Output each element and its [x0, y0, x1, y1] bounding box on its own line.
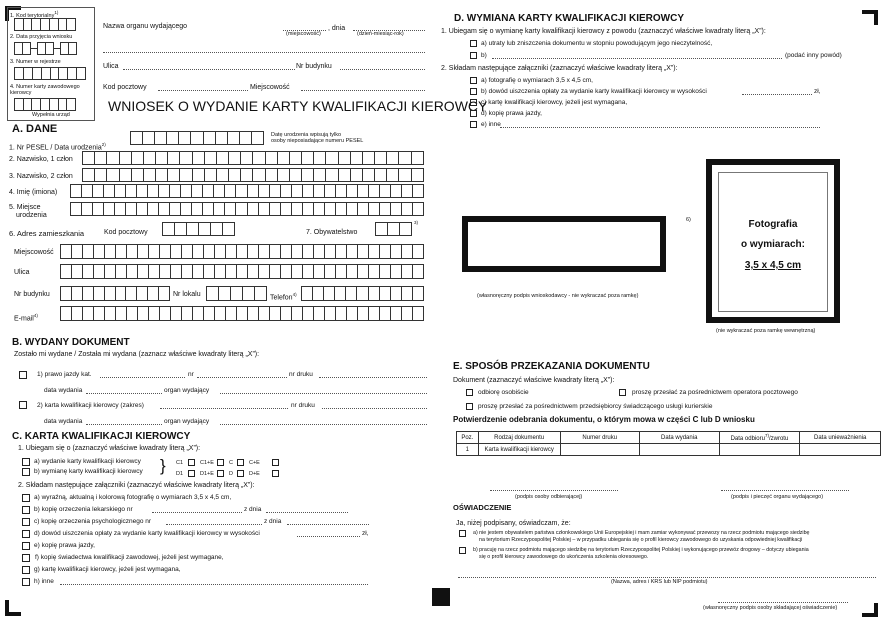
category-de-label: D+E — [249, 471, 260, 477]
attachment-c-f-label: f) kopię świadectwa kwalifikacji zawodowej, jeżeli jest wymagane, — [35, 554, 224, 561]
category-c1e-checkbox[interactable] — [217, 459, 224, 466]
attachment-d-e-checkbox[interactable] — [470, 121, 477, 128]
entity-details-caption: (Nazwa, adres i KRS lub NIP podmiotu) — [611, 579, 708, 585]
date-word: , dnia — [328, 25, 346, 32]
declaration-b-line1: b) pracuję na rzecz podmiotu mającego siedzibę na terytorium Rzeczypospolitej Polskiej i wykonującego przewóz drogowy – dotyczy ubiegania — [473, 547, 809, 553]
section-b-intro: Zostało mi wydane / Została mi wydana (zaznacz właściwe kwadraty literą „X”): — [14, 351, 260, 358]
residence-city-label: Miejscowość — [14, 249, 54, 256]
card-issue-date-field[interactable] — [86, 424, 162, 425]
birthplace-label-1: 5. Miejsce — [9, 204, 41, 211]
section-e-intro: Dokument (zaznaczyć właściwe kwadraty literą „X”): — [453, 377, 615, 384]
authority-postal-label: Kod pocztowy — [103, 84, 147, 91]
photo-label-1: Fotografia — [748, 219, 798, 230]
attachment-d-d-checkbox[interactable] — [470, 110, 477, 117]
office-use-box — [7, 7, 95, 121]
submission-date-month[interactable] — [37, 42, 54, 55]
residence-flat-input[interactable] — [206, 286, 267, 301]
issue-card-label: a) wydanie karty kwalifikacji kierowcy — [34, 458, 141, 465]
brace-icon: } — [160, 456, 166, 475]
section-c-title: C. KARTA KWALIFIKACJI KIEROWCY — [12, 431, 191, 442]
issue-card-checkbox[interactable] — [22, 458, 30, 466]
col-issue-date: Data wydania — [639, 432, 719, 444]
category-d-label: D — [229, 471, 233, 477]
territorial-code-label: 1. Kod terytorialny$^{1)}$ — [10, 10, 59, 19]
exchange-reason-b-checkbox[interactable] — [470, 52, 477, 59]
category-de-checkbox[interactable] — [272, 470, 279, 477]
register-number-input[interactable] — [14, 67, 86, 80]
surname2-label: 3. Nazwisko, 2 człon — [9, 173, 73, 180]
pesel-note-line2: osoby nieposiadające numeru PESEL — [271, 138, 364, 144]
section-d-title: D. WYMIANA KARTY KWALIFIKACJI KIEROWCY — [454, 13, 684, 24]
psych-cert-nr-field[interactable] — [166, 524, 262, 525]
category-d1e-label: D1+E — [200, 471, 214, 477]
attachment-c-h-checkbox[interactable] — [22, 578, 30, 586]
other-attachment-c-field[interactable] — [60, 584, 368, 585]
declaration-intro: Ja, niżej podpisany, oświadczam, że: — [456, 520, 571, 527]
section-c-q2: 2. Składam następujące załączniki (zaznaczyć właściwe kwadraty literą „X”): — [18, 482, 255, 489]
delivery-personal-checkbox[interactable] — [466, 389, 473, 396]
attachment-d-c-label: c) kartę kwalifikacji kierowcy, jeżeli jest wymagana, — [481, 99, 628, 106]
authority-street-label: Ulica — [103, 63, 119, 70]
signature-caption: (własnoręczny podpis wnioskodawcy - nie wykraczać poza ramkę) — [477, 293, 639, 299]
print-number-cell[interactable] — [560, 444, 639, 456]
receipt-table-header — [457, 432, 881, 444]
photo-frame[interactable] — [706, 159, 840, 323]
col-cancel-date: Data unieważnienia — [800, 432, 881, 444]
submission-date-day[interactable] — [14, 42, 31, 55]
attachment-d-b-label: b) dowód uiszczenia opłaty za wydanie karty kwalifikacji kierowcy w wysokości — [481, 88, 707, 95]
exchange-reason-b-label: b) — [481, 52, 487, 59]
medical-cert-date-label: z dnia — [244, 506, 262, 513]
residence-street-label: Ulica — [14, 269, 30, 276]
medical-cert-nr-field[interactable] — [152, 512, 242, 513]
residence-postal-label: Kod pocztowy — [104, 229, 148, 236]
authority-signature-line[interactable] — [721, 490, 849, 491]
category-c-checkbox[interactable] — [237, 459, 244, 466]
attachment-c-e-checkbox[interactable] — [22, 542, 30, 550]
category-d1-label: D1 — [176, 471, 184, 477]
receiver-signature-caption: (podpis osoby odbierającej) — [515, 494, 583, 500]
phone-input[interactable] — [301, 286, 424, 301]
date-caption: (dzień-miesiąc-rok) — [357, 31, 404, 37]
delivery-courier-checkbox[interactable] — [466, 403, 473, 410]
licence-nr-field[interactable] — [197, 377, 287, 378]
authority-name-label: Nazwa organu wydającego — [103, 23, 188, 30]
attachment-c-g-checkbox[interactable] — [22, 566, 30, 574]
psych-cert-date-field[interactable] — [287, 524, 369, 525]
category-ce-checkbox[interactable] — [272, 459, 279, 466]
table-row: 1 Karta kwalifikacji kierowcy — [457, 444, 881, 456]
citizenship-footnote: 3) — [414, 220, 419, 225]
applicant-signature-box[interactable] — [462, 216, 666, 272]
declaration-b-line2: się o profil kierowcy zawodowego do ukończenia szkolenia okresowego. — [479, 554, 649, 560]
cancel-date-cell[interactable] — [800, 444, 881, 456]
pesel-note-line1: Datę urodzenia wpisują tylko — [271, 132, 342, 138]
driver-card-scope-field[interactable] — [160, 408, 288, 409]
pesel-label: 1. Nr PESEL / Data urodzenia$^{2)}$ — [9, 142, 106, 152]
licence-issue-date-label: data wydania — [44, 387, 83, 394]
center-fold-mark — [432, 588, 450, 606]
card-issuer-label: organ wydający — [164, 418, 210, 425]
licence-issue-date-field[interactable] — [86, 393, 162, 394]
attachment-d-a-label: a) fotografię o wymiarach 3,5 x 4,5 cm, — [481, 77, 593, 84]
residence-flat-label: Nr lokalu — [173, 291, 201, 298]
signature-footnote: 6) — [686, 217, 691, 223]
medical-cert-date-field[interactable] — [266, 512, 348, 513]
licence-nr-label: nr — [188, 371, 194, 378]
photo-label-3: 3,5 x 4,5 cm — [744, 260, 802, 271]
col-print-number: Numer druku — [560, 432, 639, 444]
other-attachment-d-field[interactable] — [500, 127, 820, 128]
category-d1e-checkbox[interactable] — [217, 470, 224, 477]
declaration-a-line1: a) nie jestem obywatelem państwa członkowskiego Unii Europejskiej i mam zamiar wykonywać przewozy na rzecz podmiotu mającego siedzibę — [473, 530, 810, 536]
authority-name-field[interactable] — [103, 52, 425, 53]
declarant-signature-caption: (własnoręczny podpis osoby składającej oświadczenie) — [703, 605, 838, 611]
photo-label-2: o wymiarach: — [741, 239, 805, 250]
citizenship-label: 7. Obywatelstwo — [306, 229, 358, 236]
exchange-reason-hint: (podać inny powód) — [785, 52, 842, 59]
driver-card-number-label: 4. Numer karty zawodowego kierowcy — [10, 84, 80, 96]
office-use-caption: Wypełnia urząd — [32, 112, 70, 118]
attachment-c-h-label: h) inne — [34, 578, 54, 585]
first-names-label: 4. Imię (imiona) — [9, 189, 58, 196]
licence-issuer-field[interactable] — [220, 393, 427, 394]
issue-date-cell[interactable] — [639, 444, 719, 456]
exchange-card-label: b) wymianę karty kwalifikacji kierowcy — [34, 468, 143, 475]
declaration-title: OŚWIADCZENIE — [453, 503, 512, 512]
fee-currency: zł, — [362, 530, 369, 537]
photo-caption: (nie wykraczać poza ramkę wewnętrzną) — [716, 328, 816, 334]
first-names-input[interactable] — [70, 184, 424, 198]
attachment-d-d-label: d) kopię prawa jazdy, — [481, 110, 542, 117]
delivery-post-checkbox[interactable] — [619, 389, 626, 396]
authority-signature-caption: (podpis i pieczęć organu wydającego) — [731, 494, 824, 500]
citizenship-input[interactable] — [375, 222, 412, 236]
receiver-signature-line[interactable] — [490, 490, 618, 491]
attachment-c-a-label: a) wyraźną, aktualną i kolorową fotografię o wymiarach 3,5 x 4,5 cm, — [34, 494, 232, 501]
delivery-courier-label: proszę przesłać za pośrednictwem przedsiębiorcy świadczącego usługi kurierskie — [478, 403, 713, 410]
fee-amount-d-field[interactable] — [742, 94, 812, 95]
section-d-q2: 2. Składam następujące załączniki (zaznaczyć właściwe kwadraty literą „X”): — [441, 65, 678, 72]
attachment-c-c-checkbox[interactable] — [22, 518, 30, 526]
corner-mark-bottom-left-h — [5, 612, 21, 616]
col-position: Poz. — [457, 432, 479, 444]
birthplace-label-2: urodzenia — [16, 212, 47, 219]
residence-building-input[interactable] — [60, 286, 170, 301]
driving-licence-label: 1) prawo jazdy kat. — [37, 371, 92, 378]
section-e-title: E. SPOSÓB PRZEKAZANIA DOKUMENTU — [453, 361, 650, 372]
col-receipt-date: Data odbioru$^{7)}$/zwrotu — [719, 432, 800, 444]
receipt-table — [456, 431, 881, 456]
email-label: E-mail$^{4)}$ — [14, 313, 38, 323]
receipt-date-cell[interactable] — [719, 444, 800, 456]
residence-street-input[interactable] — [60, 264, 424, 279]
email-input[interactable] — [60, 306, 424, 321]
section-b-title: B. WYDANY DOKUMENT — [12, 337, 130, 348]
exchange-card-checkbox[interactable] — [22, 468, 30, 476]
attachment-d-e-label: e) inne — [481, 121, 501, 128]
attachment-d-a-checkbox[interactable] — [470, 77, 477, 84]
attachment-c-e-label: e) kopię prawa jazdy, — [34, 542, 95, 549]
delivery-post-label: proszę przesłać za pośrednictwem operatora pocztowego — [632, 389, 798, 396]
corner-mark-top-right-v — [874, 10, 878, 25]
phone-label: Telefon$^{4)}$ — [270, 292, 297, 302]
attachment-d-b-checkbox[interactable] — [470, 88, 477, 95]
driver-card-print-nr-label: nr druku — [291, 402, 315, 409]
driver-card-number-input[interactable] — [14, 98, 76, 111]
declarant-signature-line[interactable] — [718, 602, 848, 603]
surname1-label: 2. Nazwisko, 1 człon — [9, 156, 73, 163]
card-issuer-field[interactable] — [220, 424, 427, 425]
driver-card-checkbox[interactable] — [19, 401, 27, 409]
authority-city-field[interactable] — [301, 90, 425, 91]
authority-street-field[interactable] — [123, 69, 295, 70]
licence-issuer-label: organ wydający — [164, 387, 210, 394]
category-d-checkbox[interactable] — [237, 470, 244, 477]
attachment-c-b-checkbox[interactable] — [22, 506, 30, 514]
declaration-a-checkbox[interactable] — [459, 530, 466, 537]
residence-building-label: Nr budynku — [14, 291, 50, 298]
driving-licence-checkbox[interactable] — [19, 371, 27, 379]
attachment-d-c-checkbox[interactable] — [470, 99, 477, 106]
corner-mark-bottom-right-h — [862, 613, 878, 617]
attachment-c-d-checkbox[interactable] — [22, 530, 30, 538]
category-ce-label: C+E — [249, 460, 260, 466]
fee-currency-d: zł, — [814, 88, 821, 95]
authority-postal-field[interactable] — [158, 90, 248, 91]
fee-amount-field[interactable] — [297, 536, 360, 537]
psych-cert-date-label: z dnia — [264, 518, 282, 525]
col-document-type: Rodzaj dokumentu — [478, 432, 560, 444]
driver-card-label: 2) karta kwalifikacji kierowcy (zakres) — [37, 402, 144, 409]
licence-print-nr-label: nr druku — [289, 371, 313, 378]
register-number-label: 3. Numer w rejestrze — [10, 59, 61, 65]
card-issue-date-label: data wydania — [44, 418, 83, 425]
attachment-c-g-label: g) kartę kwalifikacji kierowcy, jeżeli jest wymagana, — [34, 566, 181, 573]
declaration-a-line2: na terytorium Rzeczypospolitej Polskiej – w przypadku ubiegania się o profil kierowcy zawodowego do uzyskania odpowiedniej kwalifikacji — [479, 537, 803, 543]
attachment-c-f-checkbox[interactable] — [22, 554, 30, 562]
category-c1e-label: C1+E — [200, 460, 214, 466]
attachment-c-a-checkbox[interactable] — [22, 494, 30, 502]
authority-building-field[interactable] — [340, 69, 425, 70]
residence-city-input[interactable] — [60, 244, 424, 259]
driver-card-print-nr-field[interactable] — [322, 408, 427, 409]
authority-city-label: Miejscowość — [250, 84, 290, 91]
section-d-q1: 1. Ubiegam się o wymianę karty kwalifikacji kierowcy z powodu (zaznaczyć właściwe kwadraty literą „X”): — [441, 28, 766, 35]
entity-details-field[interactable] — [458, 577, 876, 578]
authority-building-label: Nr budynku — [296, 63, 332, 70]
exchange-reason-a-checkbox[interactable] — [470, 40, 477, 47]
attachment-c-b-label: b) kopię orzeczenia lekarskiego nr — [34, 506, 133, 513]
exchange-reason-a-label: a) utraty lub zniszczenia dokumentu w stopniu powodującym jego nieczytelność, — [481, 40, 713, 47]
submission-date-year[interactable] — [60, 42, 77, 55]
attachment-c-c-label: c) kopię orzeczenia psychologicznego nr — [34, 518, 152, 525]
section-c-q1: 1. Ubiegam się o (zaznaczyć właściwe kwadraty literą „X”): — [18, 445, 201, 452]
attachment-c-d-label: d) dowód uiszczenia opłaty za wydanie karty kwalifikacji kierowcy w wysokości — [34, 530, 260, 537]
receipt-confirmation-title: Potwierdzenie odebrania dokumentu, o którym mowa w części C lub D wniosku — [453, 415, 755, 424]
pesel-input[interactable] — [130, 131, 264, 145]
form-title: WNIOSEK O WYDANIE KARTY KWALIFIKACJI KIEROWCY — [108, 98, 488, 114]
category-c1-label: C1 — [176, 460, 184, 466]
category-c-label: C — [229, 460, 233, 466]
section-a-title: A. DANE — [12, 123, 58, 135]
category-c1-checkbox[interactable] — [188, 459, 195, 466]
residence-address-label: 6. Adres zamieszkania — [9, 229, 85, 238]
delivery-personal-label: odbiorę osobiście — [478, 389, 529, 396]
place-caption: (miejscowość) — [286, 31, 321, 37]
birthplace-input[interactable] — [70, 202, 424, 216]
declaration-b-checkbox[interactable] — [459, 547, 466, 554]
category-d1-checkbox[interactable] — [188, 470, 195, 477]
licence-category-field[interactable] — [100, 377, 185, 378]
residence-postal-input[interactable] — [162, 222, 235, 236]
exchange-reason-other-field[interactable] — [492, 58, 782, 59]
territorial-code-input[interactable] — [14, 18, 76, 31]
surname2-input[interactable] — [82, 168, 424, 182]
submission-date-label: 2. Data przyjęcia wniosku — [10, 34, 73, 40]
surname1-input[interactable] — [82, 151, 424, 165]
licence-print-nr-field[interactable] — [319, 377, 427, 378]
